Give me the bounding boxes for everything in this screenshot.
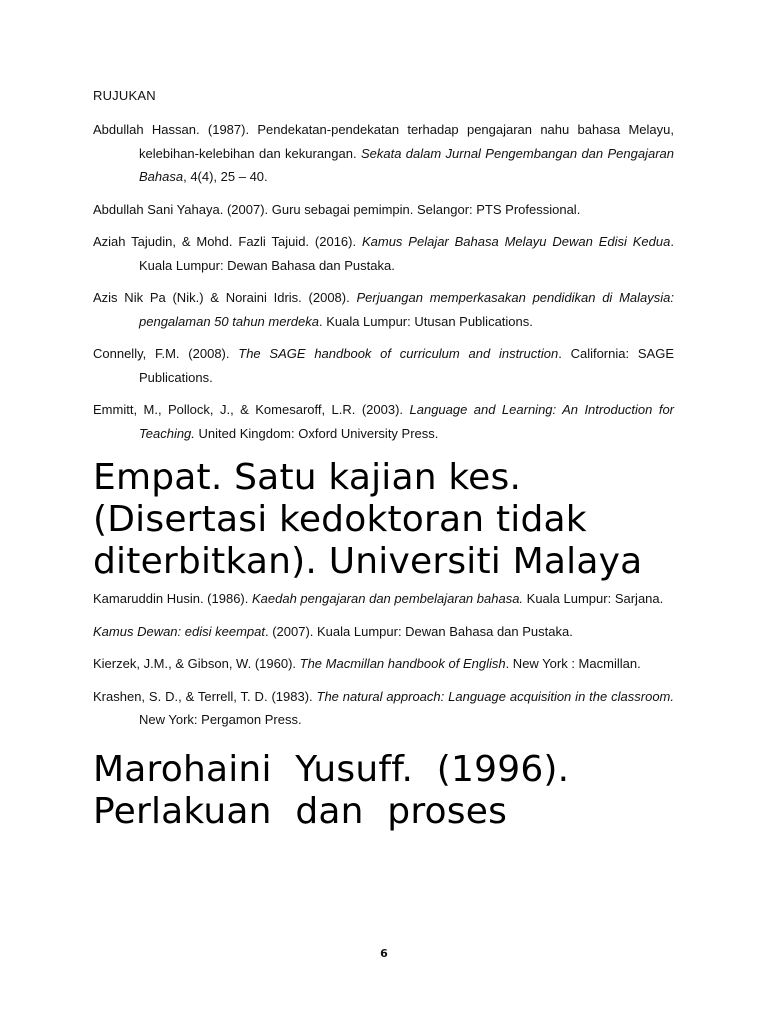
reference-entry: Kamaruddin Husin. (1986). Kaedah pengajaran dan pembelajaran bahasa. Kuala Lumpur: Sarjana. (93, 591, 664, 606)
reference-entry: Krashen, S. D., & Terrell, T. D. (1983). The natural approach: Language acquisition in the classroom. New York: Pergamon Press. (93, 688, 674, 727)
reference-entry: Abdullah Sani Yahaya. (2007). Guru sebagai pemimpin. Selangor: PTS Professional. (93, 201, 581, 217)
reference-entry: Azis Nik Pa (Nik.) & Noraini Idris. (2008). Perjuangan memperkasakan pendidikan di Malaysia: pengalaman 50 tahun merdeka. Kuala Lumpur: Utusan Publications. (93, 290, 674, 329)
reference-entry: Kierzek, J.M., & Gibson, W. (1960). The Macmillan handbook of English. New York : Macmillan. (93, 656, 641, 671)
reference-entry: Emmitt, M., Pollock, J., & Komesaroff, L.R. (2003). Language and Learning: An Introduction for Teaching. United Kingdom: Oxford University Press. (93, 402, 675, 441)
references-heading: RUJUKAN (93, 88, 156, 103)
reference-entry: Abdullah Hassan. (1987). Pendekatan-pendekatan terhadap pengajaran nahu bahasa Melayu, kelebihan-kelebihan dan kekurangan. Sekata dalam Jurnal Pengembangan dan Pengajaran Bahasa, 4(4), 25 – 40. (93, 122, 674, 184)
page-number: 6 (380, 947, 388, 960)
reference-entry: Connelly, F.M. (2008). The SAGE handbook of curriculum and instruction. California: SAGE Publications. (93, 346, 674, 385)
reference-entry: Aziah Tajudin, & Mohd. Fazli Tajuid. (2016). Kamus Pelajar Bahasa Melayu Dewan Edisi Kedua. Kuala Lumpur: Dewan Bahasa dan Pustaka. (93, 234, 674, 273)
large-text-block: Empat. Satu kajian kes. (Disertasi kedoktoran tidak diterbitkan). Universiti Malaya (93, 457, 643, 582)
large-text-block: Marohaini Yusuff. (1996). Perlakuan dan proses (93, 748, 570, 832)
document-page (93, 86, 674, 833)
reference-entry: Kamus Dewan: edisi keempat. (2007). Kuala Lumpur: Dewan Bahasa dan Pustaka. (93, 623, 573, 639)
